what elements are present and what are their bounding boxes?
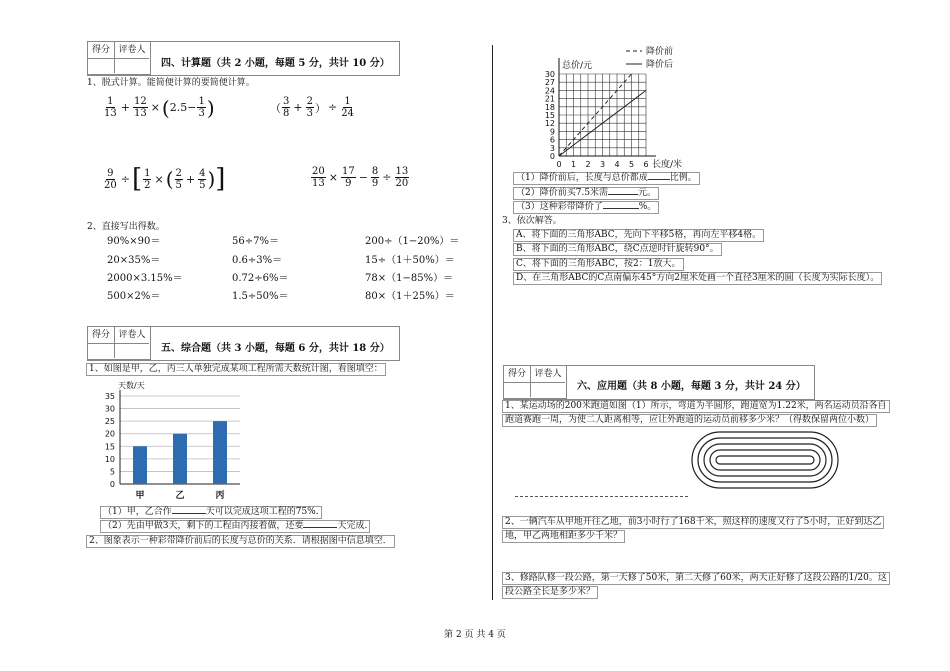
x-tick-label: 甲 (135, 491, 145, 501)
x-tick-label: 3 (599, 160, 606, 169)
y-tick-label: 35 (104, 392, 115, 401)
column-divider (492, 45, 493, 600)
bar (133, 446, 147, 484)
rt-A: A、将下面的三角形ABC，先向下平移5格，再向左平移4格。 (513, 229, 764, 242)
y-tick-label: 27 (544, 78, 555, 88)
answer-blank[interactable] (608, 194, 638, 195)
legend-label: 降价前 (646, 47, 674, 57)
s6-q3-line1: 3、修路队修一段公路，第一天修了50米，第二天修了60米，两天正好修了这段公路的1/20。这 (502, 572, 890, 585)
y-tick-label: 18 (544, 102, 555, 112)
y-tick-label: 20 (104, 429, 115, 439)
section4-title: 四、计算题（共 2 小题，每题 5 分，共计 10 分） (161, 58, 390, 69)
bar (213, 421, 227, 484)
y-tick-label: 15 (104, 442, 115, 452)
rt-D: D、在三角形ABC的C点南偏东45°方向2厘米处画一个直径3厘米的圆（长度为实际长度）。 (513, 272, 882, 285)
expr-c: $\frac{9}{20}$ ÷ [ $\frac{1}{2}$ × ( $\frac{2}{5}$ + $\frac{4}{5}$ ) ] (104, 164, 226, 194)
rt-B: B、将下面的三角形ABC，绕C点逆时针旋转90°。 (513, 243, 722, 256)
direct-1-0: 20×35%＝ (107, 255, 161, 266)
answer-blank[interactable] (603, 208, 639, 209)
y-tick-label: 24 (544, 86, 555, 96)
s4-q1: 1、脱式计算。能简便计算的要简便计算。 (87, 78, 255, 88)
direct-0-1: 56÷7%＝ (232, 236, 279, 247)
y-tick-label: 30 (104, 404, 115, 414)
answer-blank[interactable] (303, 527, 337, 528)
direct-2-1: 0.72÷6%＝ (232, 273, 289, 284)
direct-3-0: 500×2%＝ (107, 291, 161, 302)
score-box-5 (87, 326, 151, 360)
score-box-6 (503, 365, 567, 399)
s6-q2-line1: 2、一辆汽车从甲地开往乙地，前3小时行了168千米，照这样的速度又行了5小时，正好到达乙 (502, 516, 884, 529)
y-tick-label: 12 (544, 119, 555, 129)
direct-3-1: 1.5÷50%＝ (232, 291, 289, 302)
s5-q1: 1、如图是甲，乙，丙三人单独完成某项工程所需天数统计图，看图填空： (86, 363, 386, 376)
direct-3-2: 80×（1＋25%）＝ (365, 291, 455, 302)
legend-label: 降价后 (646, 60, 674, 70)
answer-blank[interactable] (172, 513, 206, 514)
direct-0-0: 90%×90＝ (107, 236, 161, 247)
y-tick-label: 5 (109, 467, 115, 477)
x-tick-label: 0 (556, 160, 562, 169)
line-chart (514, 43, 704, 169)
rt-q3: 3、依次解答。 (502, 216, 562, 226)
score-label: 得分 (504, 366, 531, 383)
y-tick-label: 0 (549, 152, 555, 161)
x-tick-label: 丙 (215, 491, 225, 501)
y-tick-label: 15 (544, 111, 555, 120)
y-tick-label: 21 (544, 94, 555, 104)
s5-q1a: （1）甲，乙合作 天可以完成这项工程的75%. (100, 506, 322, 519)
page-footer: 第 2 页 共 4 页 (444, 630, 506, 640)
x-tick-label: 6 (643, 160, 649, 169)
score-box-4 (87, 41, 151, 75)
y-tick-label: 25 (104, 417, 115, 427)
y-tick-label: 6 (549, 135, 555, 145)
s5-q2: 2、图象表示一种彩带降价前后的长度与总价的关系．请根据图中信息填空． (86, 535, 395, 548)
y-tick-label: 10 (104, 454, 115, 464)
grader-label: 评卷人 (531, 366, 565, 383)
x-tick-label: 1 (570, 160, 577, 169)
answer-blank[interactable] (648, 179, 670, 180)
score-label: 得分 (88, 327, 115, 344)
rt-C: C、将下面的三角形ABC，按2：1放大。 (513, 258, 684, 271)
rt-fill3: （3）这种彩带降价了 %。 (513, 201, 659, 214)
direct-0-2: 200÷（1−20%）＝ (365, 236, 460, 247)
direct-1-1: 0.6÷3%＝ (232, 255, 283, 266)
expr-d: $\frac{20}{13}$ × $\frac{17}{9}$ − $\frac{8}{9}$ ÷ $\frac{13}{20}$ (312, 166, 409, 189)
s5-q1b: （2）先由甲做3天，剩下的工程由丙接着做，还要 天完成. (100, 520, 370, 533)
expr-a: $\frac{1}{13}$ + $\frac{12}{13}$ × ( 2.5− $\frac{1}{3}$ ) (104, 95, 215, 120)
section5-title: 五、综合题（共 3 小题，每题 6 分，共计 18 分） (161, 343, 390, 354)
x-tick-label: 4 (614, 160, 620, 169)
rt-fill2: （2）降价前买7.5米需 元。 (513, 187, 659, 200)
separator-line (515, 496, 688, 497)
s6-q2-line2: 地，甲乙两地相距多少千米？ (502, 530, 625, 543)
y-tick-label: 0 (109, 480, 115, 489)
rt-fill1: （1）降价前后，长度与总价都成 比例。 (513, 172, 700, 185)
direct-2-0: 2000×3.15%＝ (107, 273, 183, 284)
x-tick-label: 5 (628, 160, 635, 169)
x-tick-label: 2 (585, 160, 591, 169)
running-track-figure (690, 430, 840, 490)
x-axis-title: 长度/米 (652, 160, 683, 169)
s6-q1-line2: 跑道赛跑一周，为使二人距离相等，应让外跑道的运动员前移多少米？（得数保留两位小数） (502, 414, 877, 427)
y-axis-title: 总价/元 (562, 61, 593, 71)
direct-1-2: 15÷（1＋50%）＝ (365, 255, 455, 266)
grader-label: 评卷人 (115, 42, 149, 59)
grader-label: 评卷人 (115, 327, 149, 344)
x-tick-label: 乙 (175, 491, 185, 501)
y-tick-label: 30 (544, 70, 555, 79)
direct-2-2: 78×（1−85%）＝ (365, 273, 454, 284)
y-tick-label: 9 (549, 127, 555, 137)
bar (173, 434, 187, 484)
s4-q2: 2、直接写出得数。 (87, 222, 165, 232)
s6-q1-line1: 1、某运动场的200米跑道如图（1）所示，弯道为半圆形，跑道宽为1.22米，两名运动员沿各自 (502, 400, 890, 413)
y-tick-label: 3 (549, 143, 555, 153)
section6-title: 六、应用题（共 8 小题，每题 3 分，共计 24 分） (577, 381, 806, 392)
bar-chart (94, 378, 246, 502)
score-label: 得分 (88, 42, 115, 59)
y-axis-title: 天数/天 (118, 381, 145, 390)
expr-b: （ $\frac{3}{8}$ + $\frac{2}{3}$ ） ÷ $\frac{1}{24}$ (270, 96, 354, 119)
s6-q3-line2: 段公路全长是多少米？ (502, 586, 598, 599)
